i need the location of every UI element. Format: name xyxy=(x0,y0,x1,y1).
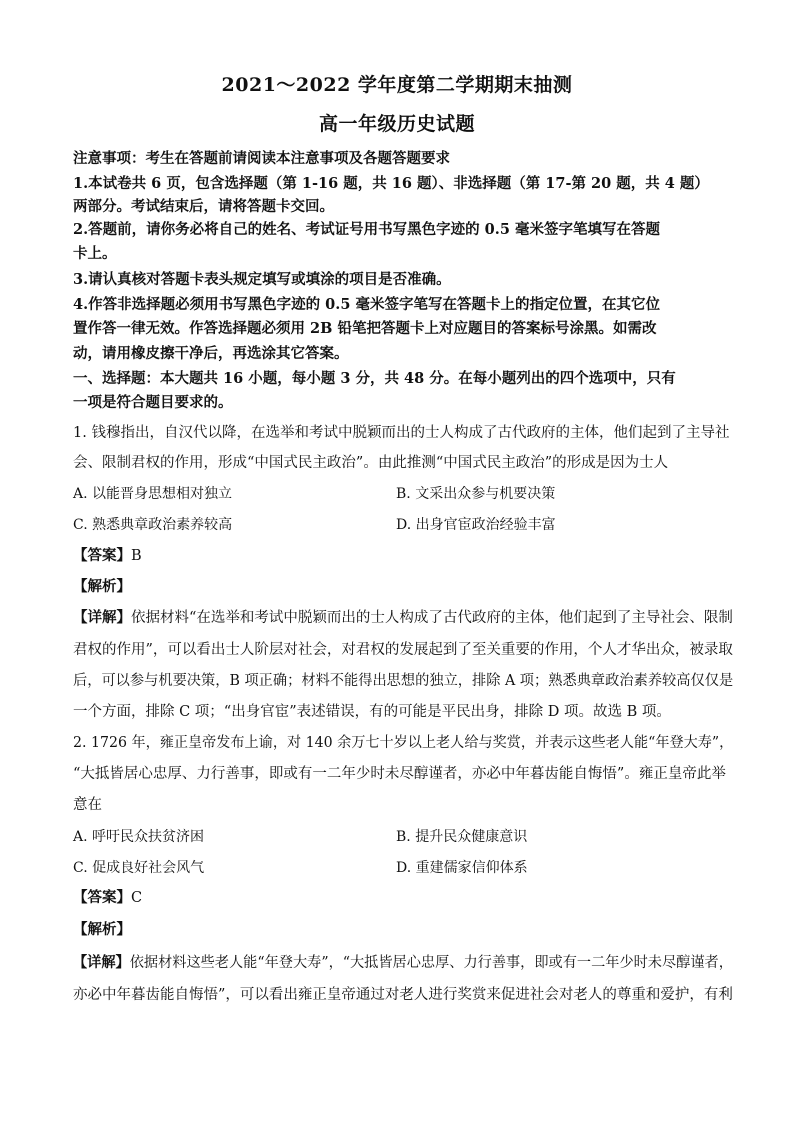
section-heading: 一项是符合题目要求的。 xyxy=(73,394,233,411)
detail-line: 一个方面，排除 C 项；“出身官宦”表述错误，有的可能是平民出身，排除 D 项。故选 B 项。 xyxy=(73,704,671,720)
option-a: A. 以能晋身思想相对独立 xyxy=(73,486,233,502)
option-b: B. 提升民众健康意识 xyxy=(396,829,528,845)
detail-line: 【详解】依据材料“在选举和考试中脱颖而出的士人构成了古代政府的主体，他们起到了主导社会、限制 xyxy=(73,609,733,626)
notice-line: 注意事项：考生在答题前请阅读本注意事项及各题答题要求 xyxy=(73,150,450,167)
analysis-tag: 【解析】 xyxy=(73,578,131,595)
notice-line: 两部分。考试结束后，请将答题卡交回。 xyxy=(73,198,334,215)
answer-tag: 【答案】 xyxy=(73,547,131,564)
question-stem: 1. 钱穆指出，自汉代以降，在选举和考试中脱颖而出的士人构成了古代政府的主体，他们起到了主导社 xyxy=(73,425,730,441)
question-stem: “大抵皆居心忠厚、力行善事，即或有一二年少时未尽醇谨者，亦必中年暮齿能自悔悟”。雍正皇帝此举 xyxy=(73,766,726,782)
answer-value: C xyxy=(131,890,143,906)
detail-line: 后，可以参与机要决策，B 项正确；材料不能得出思想的独立，排除 A 项；熟悉典章政治素养较高仅仅是 xyxy=(73,673,734,689)
answer-tag: 【答案】 xyxy=(73,889,131,906)
notice-line: 置作答一律无效。作答选择题必须用 2B 铅笔把答题卡上对应题目的答案标号涂黑。如需改 xyxy=(73,320,657,337)
notice-line: 1.本试卷共 6 页，包含选择题（第 1-16 题，共 16 题）、非选择题（第 17-第 20 题，共 4 题） xyxy=(73,175,709,192)
question-stem: 会、限制君权的作用，形成“中国式民主政治”。由此推测“中国式民主政治”的形成是因为士人 xyxy=(73,455,669,471)
answer-value: B xyxy=(131,548,142,564)
answer-line xyxy=(73,888,733,908)
answer-line xyxy=(73,546,733,566)
analysis-tag: 【解析】 xyxy=(73,921,131,938)
question-stem: 2. 1726 年，雍正皇帝发布上谕，对 140 余万七十岁以上老人给与奖赏，并表示这些老人能“年登大寿”， xyxy=(73,735,734,751)
detail-tag: 【详解】 xyxy=(73,609,131,626)
option-d: D. 重建儒家信仰体系 xyxy=(396,860,528,876)
notice-line: 动，请用橡皮擦干净后，再选涂其它答案。 xyxy=(73,345,349,362)
notice-line: 2.答题前，请你务必将自己的姓名、考试证号用书写黑色字迹的 0.5 毫米签字笔填写在答题 xyxy=(73,221,660,238)
exam-subtitle: 高一年级历史试题 xyxy=(318,113,475,135)
option-b: B. 文采出众参与机要决策 xyxy=(396,486,556,502)
detail-line: 亦必中年暮齿能自悔悟”，可以看出雍正皇帝通过对老人进行奖赏来促进社会对老人的尊重和爱护，有利 xyxy=(73,987,733,1003)
notice-line: 3.请认真核对答题卡表头规定填写或填涂的项目是否准确。 xyxy=(73,271,451,288)
detail-tag: 【详解】 xyxy=(73,954,130,971)
exam-title: 2021～2022 学年度第二学期期末抽测 xyxy=(221,74,573,96)
detail-line: 君权的作用”，可以看出士人阶层对社会，对君权的发展起到了至关重要的作用，个人才华出众，被录取 xyxy=(73,642,733,658)
option-d: D. 出身官宦政治经验丰富 xyxy=(396,517,556,533)
notice-line: 卡上。 xyxy=(73,245,117,262)
section-heading: 一、选择题：本大题共 16 小题，每小题 3 分，共 48 分。在每小题列出的四个选项中，只有 xyxy=(73,370,676,387)
question-stem: 意在 xyxy=(73,797,102,813)
detail-line: 【详解】依据材料这些老人能“年登大寿”，“大抵皆居心忠厚、力行善事，即或有一二年少时未尽醇谨者， xyxy=(73,954,733,971)
option-c: C. 促成良好社会风气 xyxy=(73,860,205,876)
option-c: C. 熟悉典章政治素养较高 xyxy=(73,517,233,533)
notice-line: 4.作答非选择题必须用书写黑色字迹的 0.5 毫米签字笔写在答题卡上的指定位置，在其它位 xyxy=(73,296,660,313)
option-a: A. 呼吁民众扶贫济困 xyxy=(73,829,205,845)
